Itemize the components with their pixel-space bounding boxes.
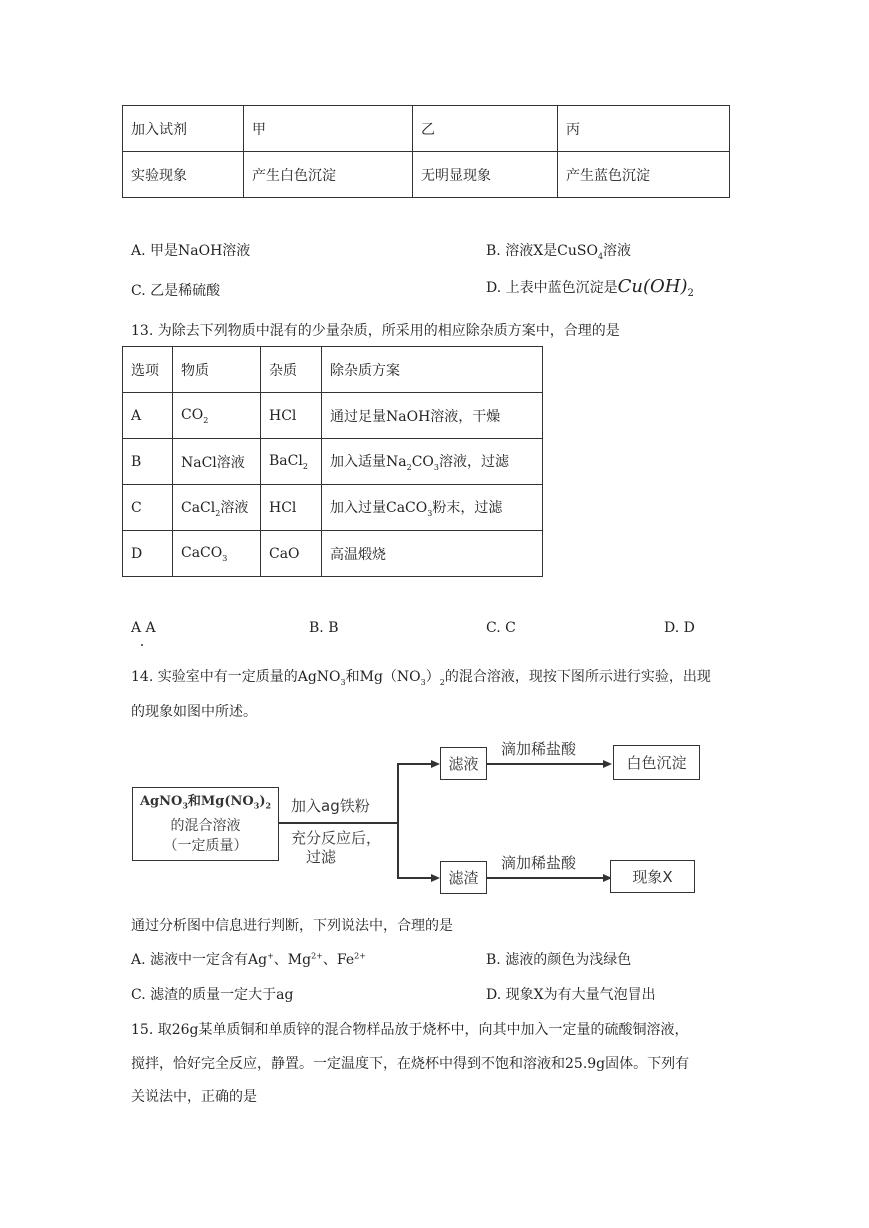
header-cell: 杂质 — [261, 347, 322, 393]
substance: CaCl — [181, 500, 216, 517]
q14-option-b: B. 滤液的颜色为浅绿色 — [486, 952, 632, 968]
substance: CO — [181, 406, 204, 423]
subscript: 2 — [265, 800, 272, 811]
option-b-text: B. 溶液X是CuSO — [486, 243, 598, 259]
branch-vertical-line — [397, 763, 399, 878]
option-b-text-end: 溶液 — [603, 243, 632, 259]
option-text: 、Mg — [273, 952, 312, 968]
impurity: BaCl — [269, 452, 303, 469]
header-cell: 物质 — [173, 347, 261, 393]
stem-text: 和Mg（NO — [345, 669, 421, 685]
answer-a: A A — [131, 620, 156, 636]
plan-end: 粉末，过滤 — [432, 500, 503, 517]
arrow-to-white-precipitate — [603, 760, 612, 768]
filtrate-box: 滤液 — [440, 747, 487, 780]
table-cell — [322, 485, 543, 531]
substance: CaCO — [181, 544, 223, 561]
option-d-text: D. 上表中蓝色沉淀是 — [486, 280, 618, 296]
subscript: 3 — [253, 800, 260, 811]
answer-b: B. B — [309, 620, 339, 636]
question-14-stem-line2: 的现象如图中所述。 — [131, 704, 257, 720]
subscript: 2 — [406, 462, 412, 472]
subscript: 3 — [182, 800, 188, 811]
answer-d: D. D — [664, 620, 695, 636]
question-15-line-1: 15. 取26g某单质铜和单质锌的混合物样品放于烧杯中，向其中加入一定量的硫酸铜溶液， — [131, 1022, 689, 1038]
formula: 和Mg(NO — [187, 794, 254, 810]
plan-mid: CO — [411, 454, 434, 471]
plan: 加入过量CaCO — [330, 500, 428, 517]
stem-text: ） — [425, 669, 440, 685]
table-cell: C — [123, 485, 173, 531]
table-cell: 无明显现象 — [413, 152, 558, 198]
table-cell — [173, 531, 261, 577]
subscript: 2 — [439, 677, 445, 687]
table-cell — [261, 439, 322, 485]
option-text: 、Fe — [322, 952, 355, 968]
header-cell: 选项 — [123, 347, 173, 393]
arrow-to-residue — [431, 874, 440, 882]
superscript: 2+ — [354, 951, 366, 961]
table-cell: B — [123, 439, 173, 485]
option-a: A. 甲是NaOH溶液 — [131, 243, 251, 259]
subscript: 2 — [687, 287, 694, 299]
stem-text: 14. 实验室中有一定质量的AgNO — [131, 669, 341, 685]
table-row — [123, 485, 543, 531]
table-row — [123, 439, 543, 485]
table-cell: 乙 — [413, 106, 558, 152]
reagent-table — [122, 105, 730, 198]
table-cell: HCl — [261, 485, 322, 531]
stem-text: 的混合溶液，现按下图所示进行实验，出现 — [444, 669, 711, 685]
formula: AgNO — [139, 794, 183, 810]
table-cell: 实验现象 — [123, 152, 244, 198]
start-line-1 — [140, 792, 271, 816]
header-cell: 除杂质方案 — [322, 347, 543, 393]
process-label-2: 过滤 — [306, 848, 337, 866]
option-b — [486, 240, 631, 261]
acid-line-bottom — [487, 877, 604, 879]
table-cell: 产生白色沉淀 — [244, 152, 413, 198]
q14-option-a — [131, 949, 366, 969]
question-15-line-3: 关说法中，正确的是 — [131, 1089, 257, 1105]
table-cell: CaO — [261, 531, 322, 577]
table-cell: NaCl溶液 — [173, 439, 261, 485]
q14-option-c: C. 滤渣的质量一定大于ag — [131, 987, 294, 1003]
formula: ) — [259, 794, 266, 810]
plan-end: 溶液，过滤 — [439, 454, 509, 471]
table-cell: 产生蓝色沉淀 — [558, 152, 730, 198]
q14-option-d: D. 现象X为有大量气泡冒出 — [486, 987, 656, 1003]
branch-top-line — [397, 763, 432, 765]
table-cell — [322, 439, 543, 485]
subscript: 2 — [302, 461, 308, 471]
start-line-3: （一定质量） — [163, 837, 248, 854]
table-cell: A — [123, 393, 173, 439]
white-precipitate-box: 白色沉淀 — [613, 745, 700, 780]
impurity-table — [122, 346, 543, 577]
start-solution-box — [132, 787, 279, 861]
table-row — [123, 393, 543, 439]
table-cell: 高温煅烧 — [322, 531, 543, 577]
subscript: 3 — [427, 508, 433, 518]
subscript: 3 — [222, 553, 228, 563]
subscript: 3 — [340, 677, 346, 687]
branch-bottom-line — [397, 877, 432, 879]
question-13-stem: 13. 为除去下列物质中混有的少量杂质，所采用的相应除杂质方案中，合理的是 — [131, 323, 620, 339]
question-14-prompt: 通过分析图中信息进行判断，下列说法中，合理的是 — [131, 918, 453, 934]
dot-mark — [141, 644, 143, 646]
option-c: C. 乙是稀硫酸 — [131, 283, 221, 299]
option-d — [486, 276, 694, 299]
plan: 加入适量Na — [330, 454, 407, 471]
subscript: 4 — [597, 251, 604, 261]
start-line-2: 的混合溶液 — [170, 817, 241, 834]
question-15-line-2: 搅拌，恰好完全反应，静置。一定温度下，在烧杯中得到不饱和溶液和25.9g固体。下列有 — [131, 1056, 690, 1072]
superscript: 2+ — [311, 951, 323, 961]
arrow-to-filtrate — [431, 760, 440, 768]
subscript: 2 — [215, 508, 221, 518]
substance-end: 溶液 — [220, 500, 249, 517]
table-cell — [173, 393, 261, 439]
option-text: A. 滤液中一定含有Ag — [131, 952, 268, 968]
reagent-label: 加入ag铁粉 — [291, 797, 370, 815]
table-cell: D — [123, 531, 173, 577]
superscript: + — [267, 951, 274, 961]
subscript: 2 — [203, 415, 209, 425]
subscript: 3 — [433, 462, 439, 472]
add-acid-label-top: 滴加稀盐酸 — [501, 740, 577, 758]
process-label-1: 充分反应后， — [291, 829, 382, 847]
table-cell: 丙 — [558, 106, 730, 152]
answer-c: C. C — [486, 620, 516, 636]
table-cell: HCl — [261, 393, 322, 439]
add-acid-label-bottom: 滴加稀盐酸 — [501, 854, 577, 872]
table-cell: 通过足量NaOH溶液，干燥 — [322, 393, 543, 439]
table-cell — [173, 485, 261, 531]
residue-box: 滤渣 — [440, 861, 487, 894]
table-cell: 甲 — [244, 106, 413, 152]
question-14-stem — [131, 666, 711, 687]
main-horizontal-line — [279, 822, 398, 824]
acid-line-top — [487, 763, 604, 765]
table-row — [123, 531, 543, 577]
formula: Cu(OH) — [617, 276, 688, 297]
phenomenon-x-box: 现象X — [610, 860, 695, 893]
subscript: 3 — [420, 677, 426, 687]
table-cell: 加入试剂 — [123, 106, 244, 152]
